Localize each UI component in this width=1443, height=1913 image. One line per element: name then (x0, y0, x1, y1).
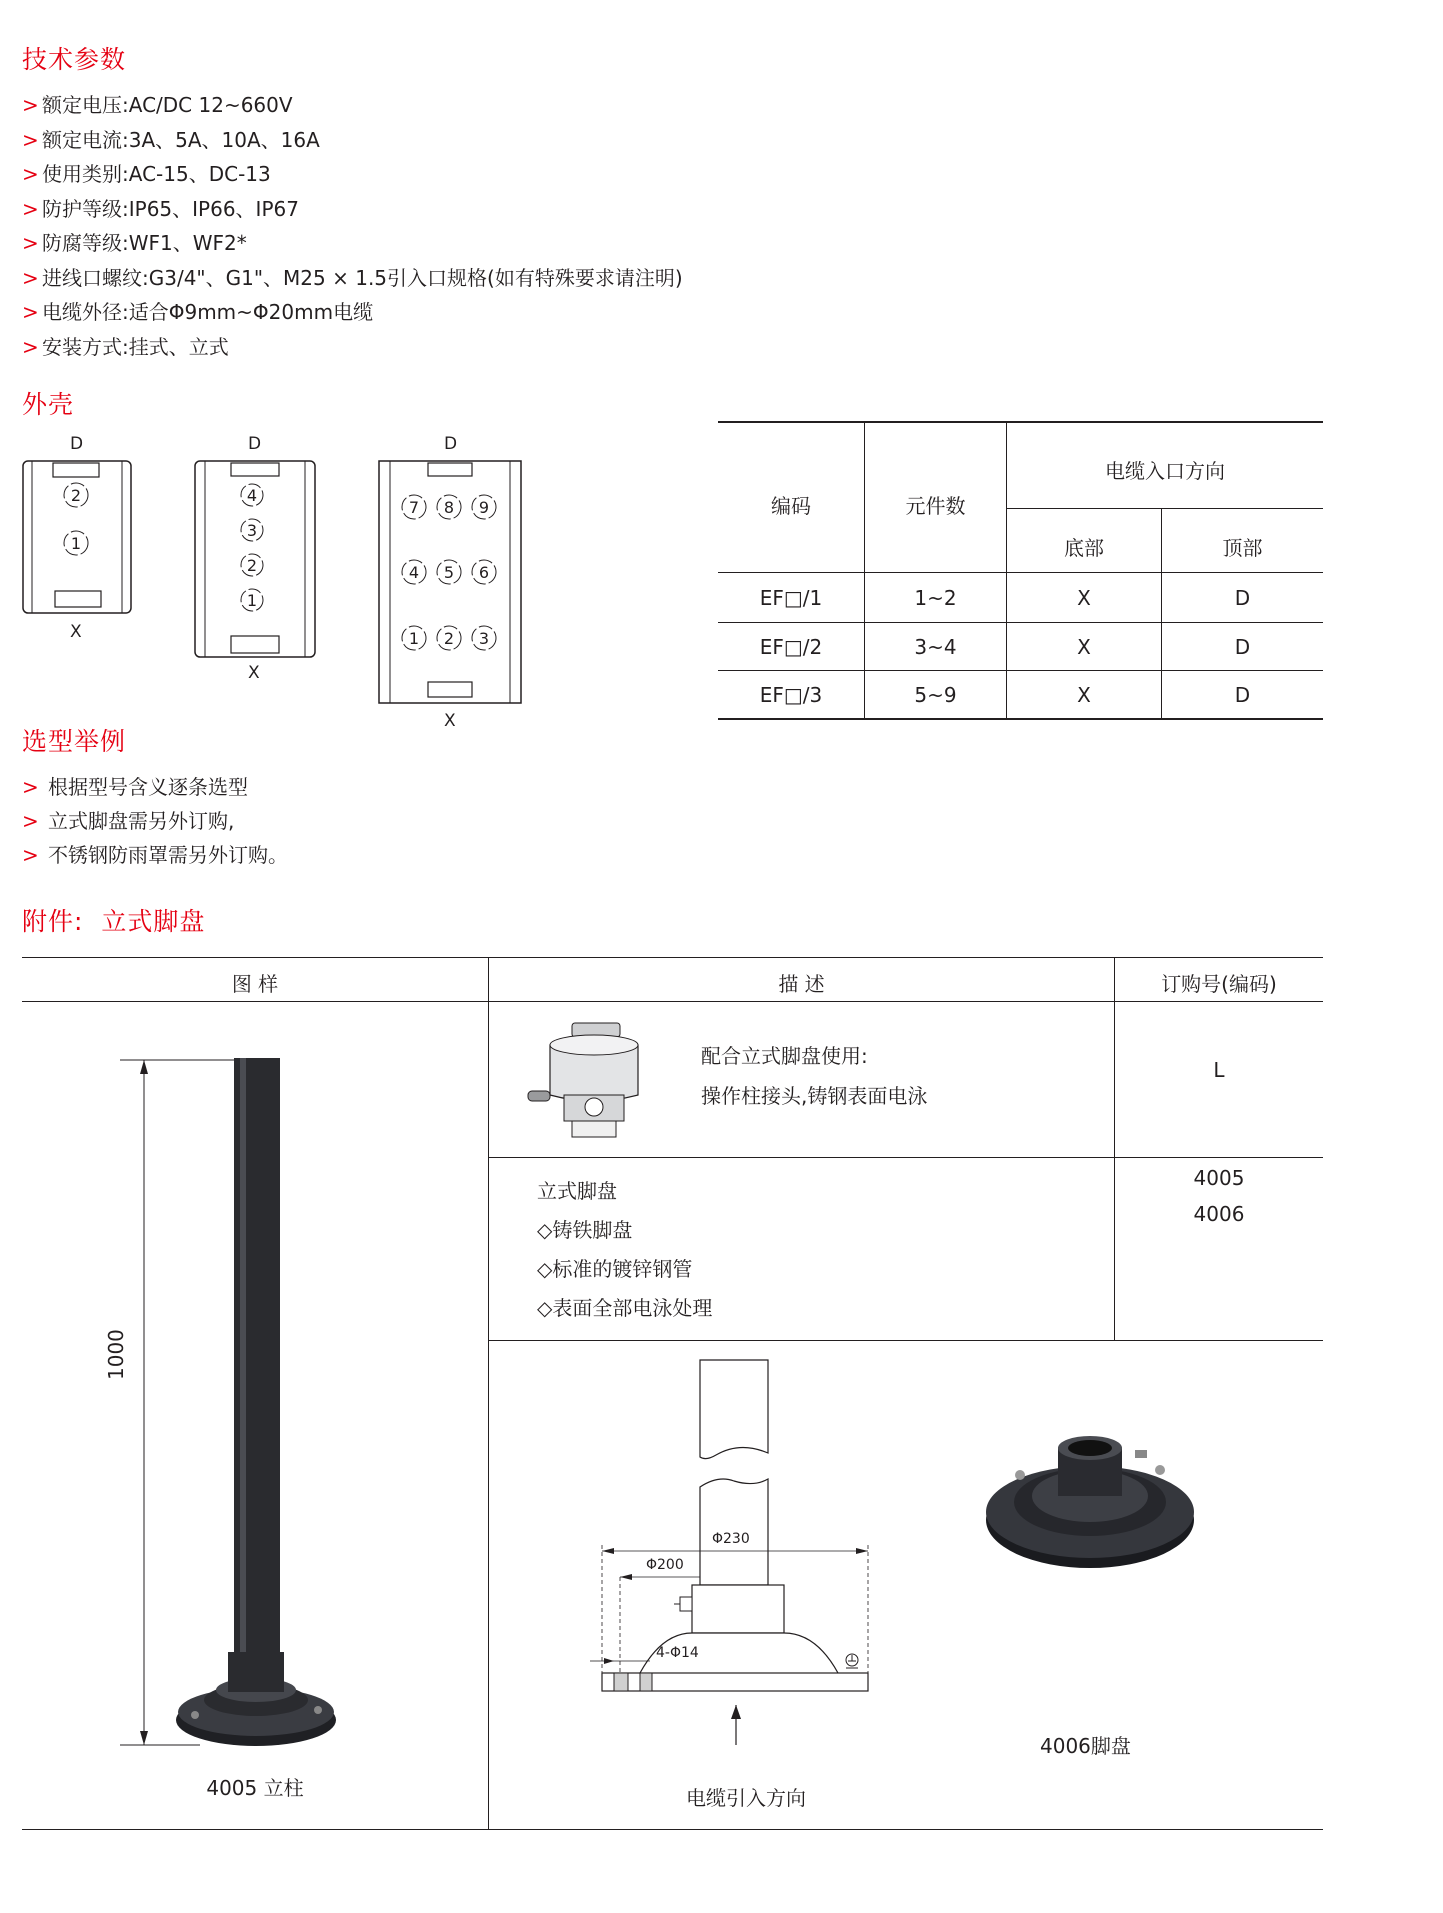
cable-direction-label: 电缆引入方向 (686, 1786, 806, 1810)
selection-item: > 立式脚盘需另外订购, (22, 804, 288, 838)
header-bottom: 底部 (1064, 536, 1104, 560)
arrow-icon: > (22, 93, 39, 117)
svg-text:4: 4 (408, 563, 420, 582)
svg-text:9: 9 (478, 498, 490, 517)
element-8 (437, 495, 461, 519)
element-6 (472, 560, 496, 584)
selection-item: > 根据型号含义逐条选型 (22, 770, 288, 804)
header-order: 订购号(编码) (1161, 972, 1277, 996)
header-top: 顶部 (1222, 536, 1263, 560)
table-cell-bottom: X (1077, 586, 1091, 610)
column-drawing (100, 1050, 340, 1750)
svg-text:4-Φ14: 4-Φ14 (656, 1645, 699, 1661)
header-figure: 图 样 (231, 972, 279, 996)
base-image (980, 1420, 1200, 1570)
svg-text:2: 2 (246, 556, 258, 575)
row1-order: L (1213, 1058, 1225, 1082)
header-cable-dir: 电缆入口方向 (1105, 459, 1225, 483)
svg-text:1: 1 (70, 534, 82, 553)
arrow-icon: > (22, 300, 39, 324)
svg-text:3: 3 (478, 629, 490, 648)
element-2 (437, 626, 461, 650)
svg-text:8: 8 (443, 498, 455, 517)
arrow-icon: > (22, 843, 39, 867)
box1-bottom-label: X (70, 622, 82, 642)
svg-text:Φ200: Φ200 (646, 1557, 684, 1573)
table-cell-count: 5~9 (914, 683, 957, 707)
table-cell-code: EF□/3 (759, 683, 823, 707)
spec-item: > 电缆外径:适合Φ9mm~Φ20mm电缆 (22, 295, 683, 330)
svg-text:2: 2 (443, 629, 455, 648)
svg-text:4: 4 (246, 486, 258, 505)
column-dimension: 1000 (104, 1329, 128, 1380)
arrow-icon: > (22, 265, 39, 290)
spec-item: > 防腐等级:WF1、WF2* (22, 226, 683, 261)
housing-diagram-2 (194, 460, 316, 658)
base-technical-drawing (590, 1355, 880, 1755)
spec-item: > 进线口螺纹:G3/4"、G1"、M25 × 1.5引入口规格(如有特殊要求请注明) (22, 261, 683, 296)
element-9 (472, 495, 496, 519)
base-caption: 4006脚盘 (1040, 1734, 1131, 1758)
arrow-icon: > (22, 775, 39, 799)
spec-item: > 额定电压:AC/DC 12~660V (22, 88, 683, 123)
element-1 (64, 531, 88, 555)
table-cell-count: 1~2 (914, 586, 957, 610)
table-cell-bottom: X (1077, 683, 1091, 707)
box2-top-label: D (248, 434, 262, 454)
row1-desc: 配合立式脚盘使用: 操作柱接头,铸钢表面电泳 (701, 1044, 928, 1108)
svg-text:5: 5 (443, 563, 455, 582)
row2-desc: 立式脚盘 ◇铸铁脚盘 ◇标准的镀锌钢管 ◇表面全部电泳处理 (537, 1179, 713, 1320)
box3-bottom-label: X (444, 711, 456, 731)
table-cell-code: EF□/1 (759, 586, 823, 610)
element-4 (241, 484, 263, 506)
svg-text:7: 7 (408, 498, 420, 517)
header-code: 编码 (771, 494, 811, 518)
selection-item: > 不锈钢防雨罩需另外订购。 (22, 838, 288, 872)
header-count: 元件数 (905, 494, 966, 518)
svg-text:1: 1 (246, 591, 258, 610)
box1-top-label: D (70, 434, 84, 454)
arrow-icon: > (22, 809, 39, 833)
element-7 (402, 495, 426, 519)
row2-order: 4005 4006 (1193, 1166, 1245, 1226)
spec-item: > 额定电流:3A、5A、10A、16A (22, 123, 683, 158)
box3-top-label: D (444, 434, 458, 454)
table-cell-top: D (1234, 635, 1251, 659)
table-cell-code: EF□/2 (759, 635, 823, 659)
spec-item: > 安装方式:挂式、立式 (22, 330, 683, 365)
svg-text:2: 2 (70, 486, 82, 505)
spec-item: > 使用类别:AC-15、DC-13 (22, 157, 683, 192)
arrow-icon: > (22, 334, 39, 359)
svg-text:Φ230: Φ230 (712, 1531, 750, 1547)
selection-list (22, 770, 288, 872)
housing-title: 外壳 (22, 390, 75, 419)
table-cell-bottom: X (1077, 635, 1091, 659)
arrow-icon: > (22, 196, 39, 221)
accessory-title: 附件: 立式脚盘 (22, 907, 206, 936)
element-3 (241, 519, 263, 541)
housing-diagram-1 (22, 460, 132, 614)
spec-list (22, 88, 683, 364)
element-2 (64, 483, 88, 507)
spec-item: > 防护等级:IP65、IP66、IP67 (22, 192, 683, 227)
element-5 (437, 560, 461, 584)
selection-title: 选型举例 (22, 727, 127, 756)
table-cell-top: D (1234, 683, 1251, 707)
svg-text:3: 3 (246, 521, 258, 540)
element-1 (402, 626, 426, 650)
table-cell-top: D (1234, 586, 1251, 610)
arrow-icon: > (22, 162, 39, 186)
housing-diagram-3 (378, 460, 522, 704)
column-caption: 4005 立柱 (206, 1776, 304, 1800)
element-4 (402, 560, 426, 584)
arrow-icon: > (22, 231, 39, 255)
svg-text:6: 6 (478, 563, 490, 582)
header-desc: 描 述 (778, 972, 825, 996)
element-1 (241, 589, 263, 611)
element-3 (472, 626, 496, 650)
connector-image (524, 1015, 664, 1145)
box2-bottom-label: X (248, 663, 260, 683)
spec-title: 技术参数 (22, 45, 127, 74)
arrow-icon: > (22, 127, 39, 152)
element-2 (241, 554, 263, 576)
svg-text:1: 1 (408, 629, 420, 648)
table-cell-count: 3~4 (914, 635, 957, 659)
